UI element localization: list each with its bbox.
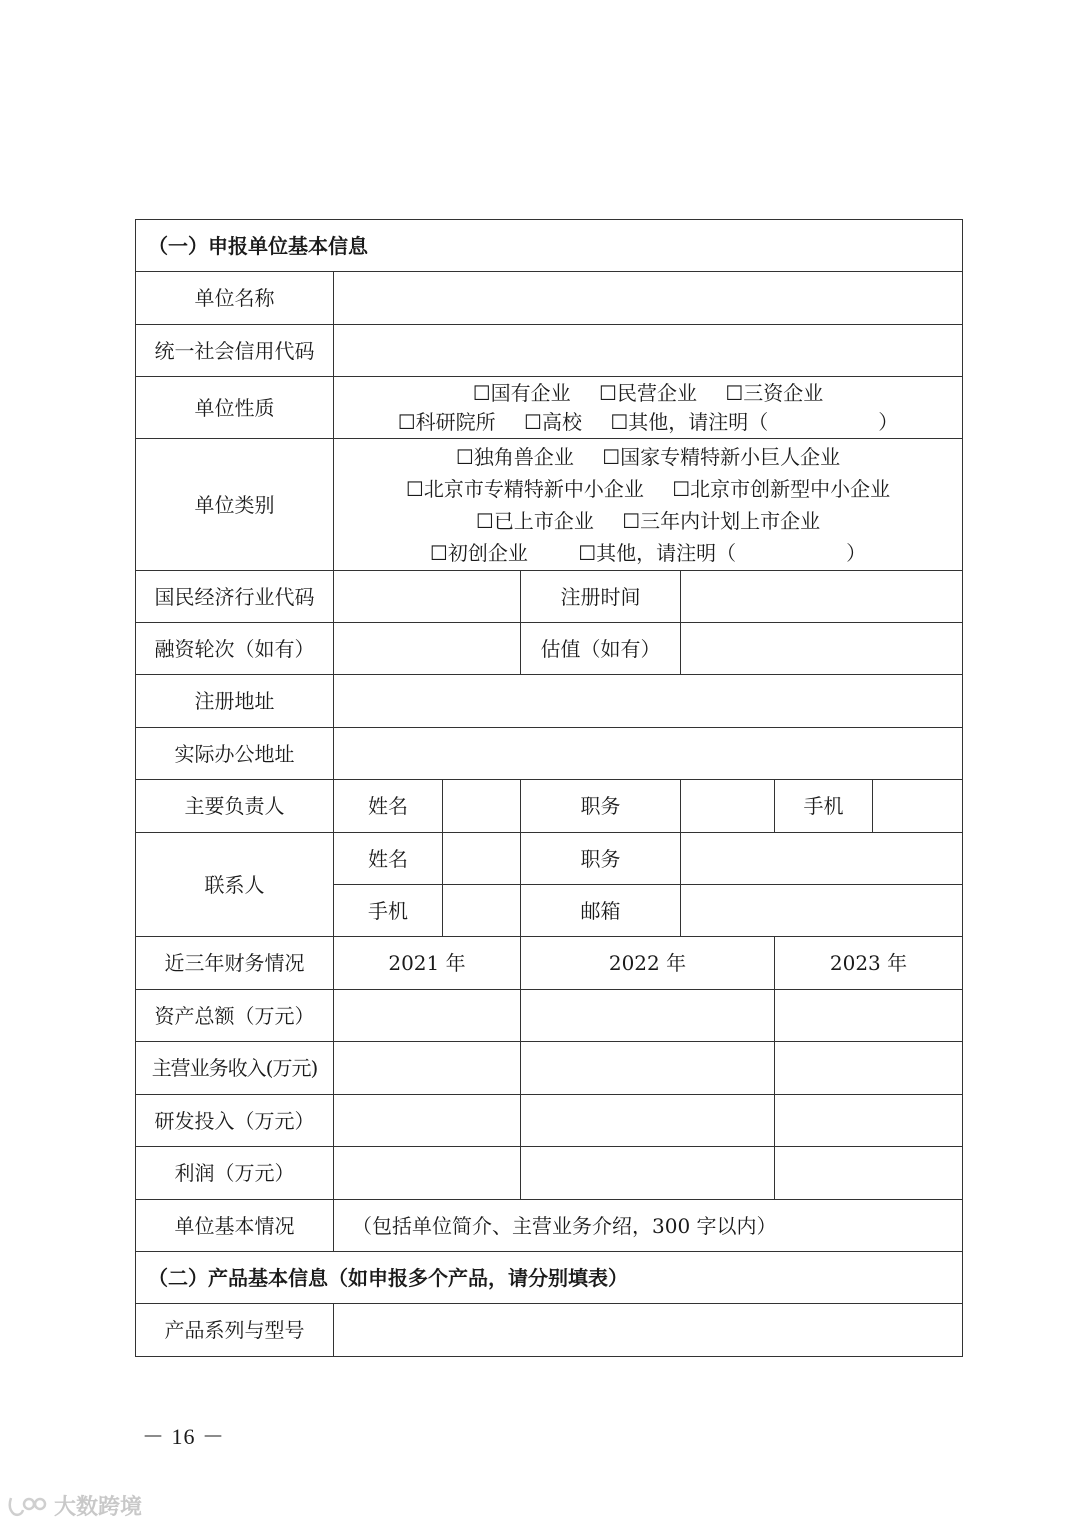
reg-time-field[interactable] — [681, 571, 963, 623]
finance-row — [136, 990, 963, 1042]
contact-row-1 — [136, 833, 963, 885]
unit-name-row — [136, 272, 963, 325]
unit-nature-label: 单位性质 — [136, 377, 334, 439]
industry-code-row — [136, 571, 963, 623]
office-address-row — [136, 728, 963, 780]
principal-position-label: 职务 — [521, 780, 681, 833]
product-model-label: 产品系列与型号 — [136, 1304, 334, 1357]
unit-nature-options — [334, 377, 963, 439]
unit-overview-label: 单位基本情况 — [136, 1200, 334, 1252]
unit-name-field[interactable] — [334, 272, 963, 325]
option-national-little-giant[interactable]: ☐国家专精特新小巨人企业 — [602, 444, 841, 469]
financing-row — [136, 623, 963, 675]
contact-position-field[interactable] — [681, 833, 963, 885]
rd-investment-2023[interactable] — [775, 1095, 963, 1147]
option-beijing-innovative-sme[interactable]: ☐北京市创新型中小企业 — [672, 476, 891, 501]
valuation-label: 估值（如有） — [521, 623, 681, 675]
unit-name-label: 单位名称 — [136, 272, 334, 325]
watermark — [8, 1490, 142, 1521]
principal-name-label: 姓名 — [334, 780, 443, 833]
principal-label: 主要负责人 — [136, 780, 334, 833]
option-research-institute[interactable]: ☐科研院所 — [397, 409, 496, 434]
section2-row — [136, 1252, 963, 1304]
finance-row — [136, 1042, 963, 1095]
office-address-field[interactable] — [334, 728, 963, 780]
finance-row — [136, 1147, 963, 1200]
contact-email-label: 邮箱 — [521, 885, 681, 937]
reg-address-label: 注册地址 — [136, 675, 334, 728]
section1-title: （一）申报单位基本信息 — [136, 220, 963, 272]
watermark-text: 大数跨境 — [54, 1495, 143, 1520]
main-revenue-2022[interactable] — [521, 1042, 775, 1095]
unit-overview-row — [136, 1200, 963, 1252]
option-listed[interactable]: ☐已上市企业 — [475, 508, 594, 533]
option-planned-listing[interactable]: ☐三年内计划上市企业 — [622, 508, 821, 533]
credit-code-label: 统一社会信用代码 — [136, 325, 334, 377]
profit-2023[interactable] — [775, 1147, 963, 1200]
finance-row — [136, 1095, 963, 1147]
finance-header-row — [136, 937, 963, 990]
principal-phone-field[interactable] — [873, 780, 963, 833]
option-startup[interactable]: ☐初创企业 — [429, 540, 528, 565]
financing-round-field[interactable] — [334, 623, 521, 675]
total-assets-label: 资产总额（万元） — [136, 990, 334, 1042]
principal-phone-label: 手机 — [775, 780, 873, 833]
valuation-field[interactable] — [681, 623, 963, 675]
total-assets-2021[interactable] — [334, 990, 521, 1042]
main-revenue-2021[interactable] — [334, 1042, 521, 1095]
option-university[interactable]: ☐高校 — [524, 409, 582, 434]
application-form-table — [135, 219, 963, 1357]
option-private[interactable]: ☐民营企业 — [599, 380, 697, 405]
total-assets-2022[interactable] — [521, 990, 775, 1042]
product-model-field[interactable] — [334, 1304, 963, 1357]
reg-address-field[interactable] — [334, 675, 963, 728]
option-other-category[interactable]: ☐其他，请注明（ — [578, 540, 737, 565]
credit-code-field[interactable] — [334, 325, 963, 377]
option-state-owned[interactable]: ☐国有企业 — [472, 380, 571, 405]
product-model-row — [136, 1304, 963, 1357]
other-category-close: ） — [846, 540, 867, 565]
unit-category-options — [334, 439, 963, 571]
rd-investment-2022[interactable] — [521, 1095, 775, 1147]
year-2022: 2022 年 — [521, 937, 775, 990]
option-other-nature[interactable]: ☐其他，请注明（ — [610, 409, 769, 434]
principal-position-field[interactable] — [681, 780, 775, 833]
contact-name-field[interactable] — [443, 833, 521, 885]
contact-email-field[interactable] — [681, 885, 963, 937]
unit-category-row — [136, 439, 963, 571]
contact-phone-label: 手机 — [334, 885, 443, 937]
rd-investment-2021[interactable] — [334, 1095, 521, 1147]
year-2021: 2021 年 — [334, 937, 521, 990]
contact-name-label: 姓名 — [334, 833, 443, 885]
profit-label: 利润（万元） — [136, 1147, 334, 1200]
reg-time-label: 注册时间 — [521, 571, 681, 623]
option-beijing-specialized-sme[interactable]: ☐北京市专精特新中小企业 — [405, 476, 644, 501]
unit-overview-field[interactable]: （包括单位简介、主营业务介绍，300 字以内） — [334, 1200, 963, 1252]
industry-code-label: 国民经济行业代码 — [136, 571, 334, 623]
rd-investment-label: 研发投入（万元） — [136, 1095, 334, 1147]
financing-round-label: 融资轮次（如有） — [136, 623, 334, 675]
industry-code-field[interactable] — [334, 571, 521, 623]
office-address-label: 实际办公地址 — [136, 728, 334, 780]
reg-address-row — [136, 675, 963, 728]
principal-row — [136, 780, 963, 833]
unit-category-label: 单位类别 — [136, 439, 334, 571]
profit-2022[interactable] — [521, 1147, 775, 1200]
section1-row — [136, 220, 963, 272]
total-assets-2023[interactable] — [775, 990, 963, 1042]
unit-nature-row — [136, 377, 963, 439]
principal-name-field[interactable] — [443, 780, 521, 833]
contact-phone-field[interactable] — [443, 885, 521, 937]
year-2023: 2023 年 — [775, 937, 963, 990]
section2-title: （二）产品基本信息（如申报多个产品，请分别填表） — [136, 1252, 963, 1304]
finance-label: 近三年财务情况 — [136, 937, 334, 990]
watermark-logo-icon — [8, 1494, 48, 1518]
option-foreign-funded[interactable]: ☐三资企业 — [725, 380, 824, 405]
other-nature-close: ） — [878, 409, 899, 434]
contact-position-label: 职务 — [521, 833, 681, 885]
credit-code-row — [136, 325, 963, 377]
contact-label: 联系人 — [136, 833, 334, 937]
option-unicorn[interactable]: ☐独角兽企业 — [455, 444, 574, 469]
profit-2021[interactable] — [334, 1147, 521, 1200]
main-revenue-label: 主营业务收入(万元) — [136, 1042, 334, 1095]
main-revenue-2023[interactable] — [775, 1042, 963, 1095]
page-number: － 16 － — [142, 1424, 226, 1449]
